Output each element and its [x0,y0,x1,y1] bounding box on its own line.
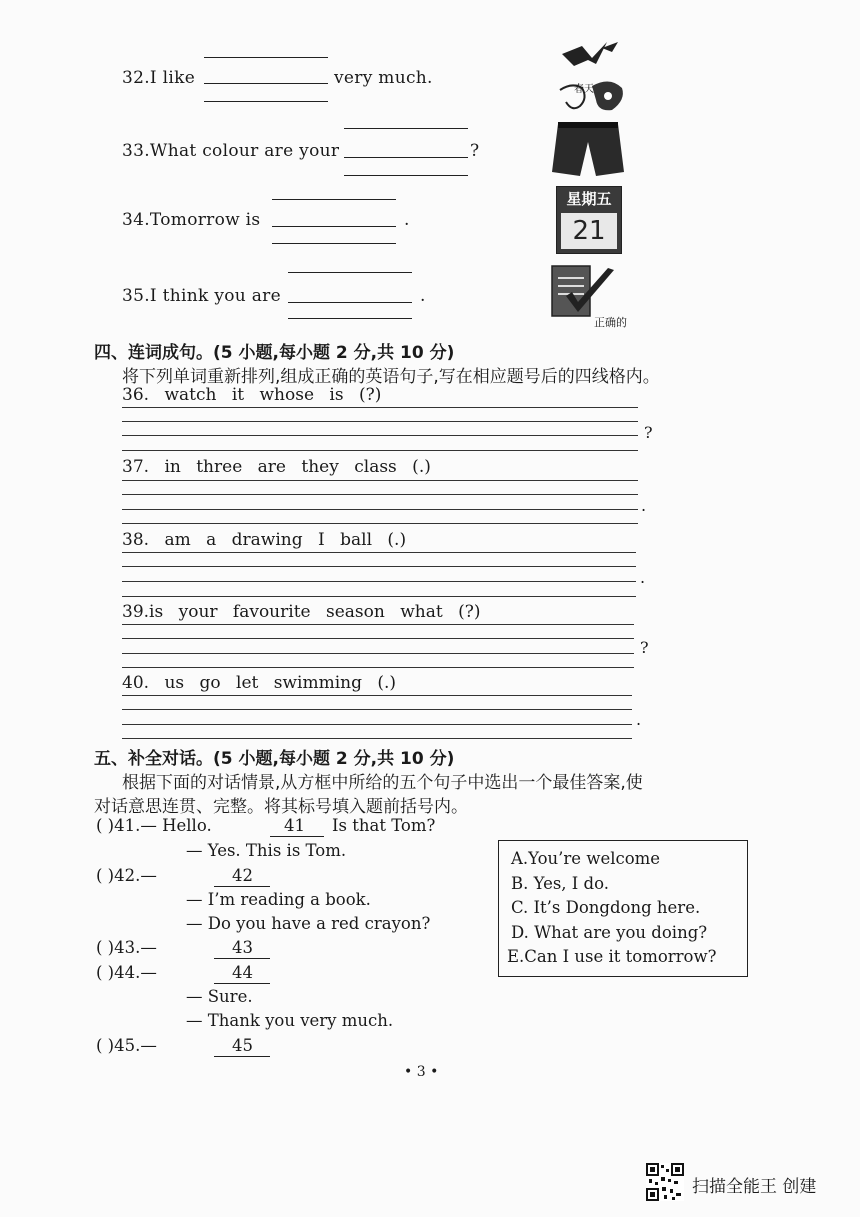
q40-words: 40. us go let swimming (.) [122,673,397,693]
q41-after: Is that Tom? [332,816,436,835]
q41-answer-line [270,836,324,837]
q35-blank-line-2 [288,302,412,303]
q43-answer-line [214,958,270,959]
q37-end-mark: . [641,496,647,515]
q42-label: ( )42.— [96,866,157,885]
q41-label: ( )41.— Hello. [96,816,212,835]
spring-picture [552,38,630,116]
part4-title: 四、连词成句。(5 小题,每小题 2 分,共 10 分) [94,343,455,363]
correct-caption: 正确的 [594,316,627,329]
q39-words: 39.is your favourite season what (?) [122,602,481,622]
shorts-picture [550,118,626,180]
spring-swallow-icon [552,38,630,116]
q38-end-mark: . [640,568,646,587]
q34-blank-line-3 [272,243,396,244]
q34-blank-line-2 [272,226,396,227]
part5-title: 五、补全对话。(5 小题,每小题 2 分,共 10 分) [94,749,455,769]
q42-reply-2: — Do you have a red crayon? [186,914,431,933]
options-box [498,840,748,977]
q35-after: . [420,286,426,306]
q42-answer-line [214,886,270,887]
part4-instruction: 将下列单词重新排列,组成正确的英语句子,写在相应题号后的四线格内。 [122,367,660,387]
q43-label: ( )43.— [96,938,157,957]
q45-answer-line [214,1056,270,1057]
q42-blank-number: 42 [232,866,253,885]
spring-caption: 春天 [574,84,594,95]
q45-label: ( )45.— [96,1036,157,1055]
q38-words: 38. am a drawing I ball (.) [122,530,407,550]
checklist-icon [548,262,618,320]
calendar-picture [556,186,622,254]
q42-reply-1: — I’m reading a book. [186,890,371,909]
q33-blank-line-2 [344,157,468,158]
q33-blank-line-3 [344,175,468,176]
q36-end-mark: ? [644,423,653,442]
q33-after: ? [470,141,480,161]
correct-picture [548,262,642,330]
q41-reply: — Yes. This is Tom. [186,841,347,860]
option-d: D. What are you doing? [511,923,708,942]
q43-blank-number: 43 [232,938,253,957]
q32-before: 32.I like [122,68,196,88]
option-c: C. It’s Dongdong here. [511,898,701,917]
q44-blank-number: 44 [232,963,253,982]
q44-reply-2: — Thank you very much. [186,1011,394,1030]
q35-blank-line-1 [288,272,412,273]
q45-blank-number: 45 [232,1036,253,1055]
part5-instruction-line1: 根据下面的对话情景,从方框中所给的五个句子中选出一个最佳答案,使 [122,773,643,793]
q35-blank-line-3 [288,318,412,319]
q32-blank-line-1 [204,57,328,58]
q33-before: 33.What colour are your [122,141,340,161]
q40-end-mark: . [636,710,642,729]
q32-blank-line-2 [204,83,328,84]
calendar-weekday: 星期五 [566,190,612,208]
option-a: A.You’re welcome [511,849,661,868]
option-e: E.Can I use it tomorrow? [507,947,717,966]
part5-instruction-line2: 对话意思连贯、完整。将其标号填入题前括号内。 [94,797,468,817]
q35-before: 35.I think you are [122,286,281,306]
q33-blank-line-1 [344,128,468,129]
q44-answer-line [214,983,270,984]
shorts-icon [550,118,626,180]
q41-blank-number: 41 [284,816,305,835]
qr-code-icon [646,1163,684,1201]
q44-reply-1: — Sure. [186,987,253,1006]
option-b: B. Yes, I do. [511,874,610,893]
q32-after: very much. [334,68,433,88]
calendar-date: 21 [561,213,617,249]
page-number: • 3 • [404,1064,439,1080]
q34-blank-line-1 [272,199,396,200]
q39-end-mark: ? [640,638,649,657]
q32-blank-line-3 [204,101,328,102]
q37-words: 37. in three are they class (.) [122,457,431,477]
q34-after: . [404,210,410,230]
scanner-watermark: 扫描全能王 创建 [692,1177,817,1197]
q44-label: ( )44.— [96,963,157,982]
q34-before: 34.Tomorrow is [122,210,261,230]
q36-words: 36. watch it whose is (?) [122,385,382,405]
